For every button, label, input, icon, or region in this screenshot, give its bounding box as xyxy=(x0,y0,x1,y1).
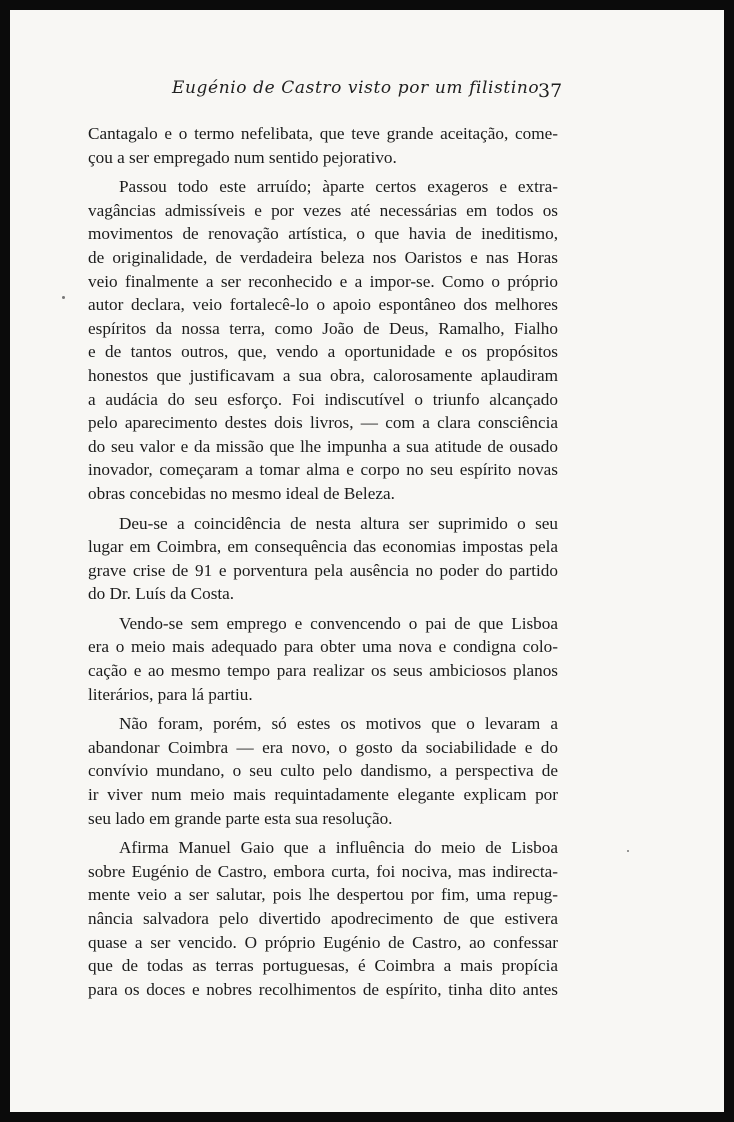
text-line: Passou todo este arruído; àparte certos exageros e extra- xyxy=(119,177,558,197)
paper-speck xyxy=(62,296,65,299)
text-line: abandonar Coimbra — era novo, o gosto da sociabilidade e do xyxy=(88,737,558,757)
text-line: espíritos da nossa terra, como João de Deus, Ramalho, Fialho xyxy=(88,318,558,338)
text-line: nância salvadora pelo divertido apodrecimento de que estivera xyxy=(88,909,558,928)
text-line: ir viver num meio mais requintadamente elegante explicam por xyxy=(88,785,558,805)
page-number: 37 xyxy=(538,80,563,102)
body-text xyxy=(88,122,558,1001)
paragraph xyxy=(88,512,558,606)
text-line: grave crise de 91 e porventura pela ausência no poder do partido xyxy=(88,560,558,580)
text-line: pelo aparecimento destes dois livros, — com a clara consciência xyxy=(88,413,558,433)
text-line: e de tantos outros, que, vendo a oportunidade e os propósitos xyxy=(88,342,558,362)
text-line: mente veio a ser salutar, pois lhe despertou por fim, uma repug- xyxy=(88,885,558,905)
text-line: a audácia do seu esforço. Foi indiscutível o triunfo alcançado xyxy=(88,389,558,409)
text-line: çou a ser empregado num sentido pejorativo. xyxy=(88,147,397,167)
text-line: literários, para lá partiu. xyxy=(88,684,253,704)
text-line: Vendo-se sem emprego e convencendo o pai de que Lisboa xyxy=(119,613,558,633)
text-line: veio finalmente a ser reconhecido e a impor-se. Como o próprio xyxy=(88,271,558,291)
text-line: honestos que justificavam a sua obra, calorosamente aplaudiram xyxy=(88,365,558,385)
text-line: cação e ao mesmo tempo para realizar os seus ambiciosos planos xyxy=(88,661,558,681)
paragraph xyxy=(88,712,558,830)
text-line: autor declara, veio fortalecê-lo o apoio espontâneo dos melhores xyxy=(88,295,558,315)
text-line: Deu-se a coincidência de nesta altura ser suprimido o seu xyxy=(119,513,558,533)
paragraph xyxy=(88,122,558,169)
text-line: era o meio mais adequado para obter uma nova e condigna colo- xyxy=(88,637,558,657)
text-line: movimentos de renovação artística, o que havia de ineditismo, xyxy=(88,224,558,244)
paragraph xyxy=(88,836,558,1001)
text-line: Não foram, porém, só estes os motivos que o levaram a xyxy=(119,714,558,734)
text-line: do Dr. Luís da Costa. xyxy=(88,584,235,604)
paragraph xyxy=(88,612,558,706)
paper-speck xyxy=(627,850,629,852)
text-line: quase a ser vencido. O próprio Eugénio de Castro, ao confessar xyxy=(88,932,558,952)
text-line: inovador, começaram a tomar alma e corpo no seu espírito novas xyxy=(88,460,558,480)
text-line: lugar em Coimbra, em consequência das economias impostas pela xyxy=(88,537,558,557)
page-header xyxy=(10,78,724,118)
text-line: Afirma Manuel Gaio que a influência do meio de Lisboa xyxy=(119,838,558,858)
paragraph xyxy=(88,175,558,505)
text-line: obras concebidas no mesmo ideal de Beleza. xyxy=(88,483,395,503)
text-line: de originalidade, de verdadeira beleza nos Oaristos e nas Horas xyxy=(88,247,558,267)
text-line: que de todas as terras portuguesas, é Coimbra a mais propícia xyxy=(88,956,558,976)
text-line: sobre Eugénio de Castro, embora curta, foi nociva, mas indirecta- xyxy=(88,861,558,881)
book-page xyxy=(10,10,724,1112)
text-line: para os doces e nobres recolhimentos de espírito, tinha dito antes xyxy=(88,979,558,999)
running-title: Eugénio de Castro visto por um filistino xyxy=(172,78,540,98)
text-line: vagâncias admissíveis e por vezes até necessárias em todos os xyxy=(88,200,558,220)
text-line: seu lado em grande parte esta sua resolução. xyxy=(88,808,393,828)
text-line: Cantagalo e o termo nefelibata, que teve grande aceitação, come- xyxy=(88,124,558,143)
text-line: convívio mundano, o seu culto pelo dandismo, a perspectiva de xyxy=(88,761,558,781)
text-line: do seu valor e da missão que lhe impunha a sua atitude de ousado xyxy=(88,436,558,456)
